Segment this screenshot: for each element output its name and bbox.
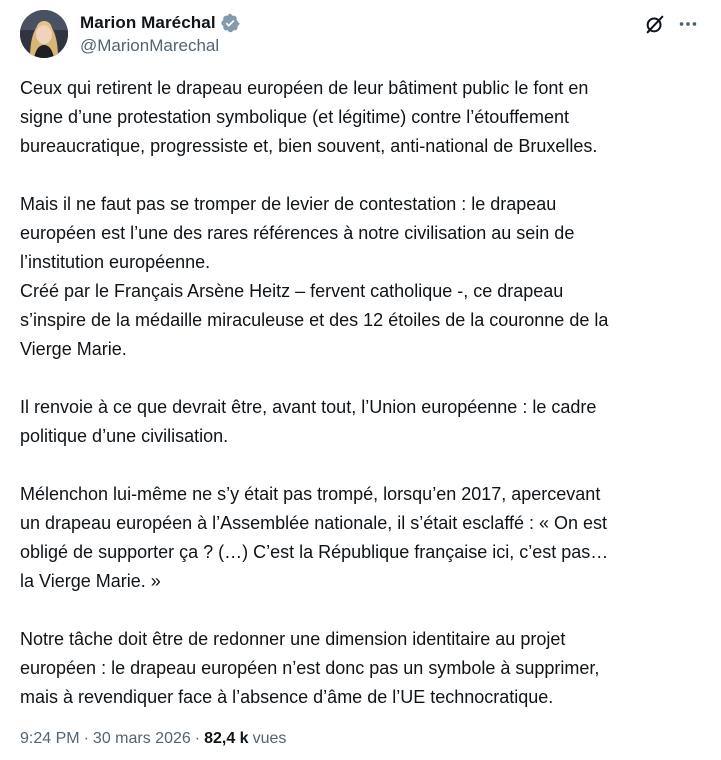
tweet-paragraph: Mélenchon lui-même ne s’y était pas trompé, lorsqu’en 2017, apercevant un drapeau européen à l’Assemblée nationale, il s’était esclaffé : « On est obligé de supporter ça ? (…) C’est la République française ici, c’est pas… la Vierge Marie. »: [20, 484, 609, 591]
avatar-image: [20, 10, 68, 58]
author-handle[interactable]: @MarionMarechal: [80, 36, 220, 55]
more-options-button[interactable]: [676, 12, 700, 36]
verified-badge-icon[interactable]: [220, 13, 240, 33]
grok-icon: [644, 13, 666, 35]
author-block: [80, 11, 240, 56]
tweet-text: [20, 74, 710, 712]
tweet-paragraph: Mais il ne faut pas se tromper de levier de contestation : le drapeau européen est l’une des rares références à notre civilisation au sein de l’institution européenne. Créé par le Français Arsène Heitz – fervent catholique -, ce drapeau s’inspire de la médaille miraculeuse et des 12 étoiles de la couronne de la Vierge Marie.: [20, 194, 609, 359]
tweet-meta: [20, 730, 286, 748]
tweet-time[interactable]: 9:24 PM: [20, 730, 80, 747]
author-name[interactable]: Marion Maréchal: [80, 13, 216, 32]
meta-separator: ·: [83, 730, 89, 747]
more-icon: [677, 13, 699, 35]
avatar[interactable]: [20, 10, 68, 58]
tweet-paragraph: Notre tâche doit être de redonner une dimension identitaire au projet européen : le drapeau européen n’est donc pas un symbole à supprimer, mais à revendiquer face à l’absence d’âme de l’UE technocratique.: [20, 629, 600, 707]
tweet-date[interactable]: 30 mars 2026: [92, 730, 191, 747]
author-name-row: [80, 11, 240, 35]
meta-separator: ·: [194, 730, 201, 747]
grok-button[interactable]: [643, 12, 667, 36]
views-label: vues: [252, 730, 287, 747]
tweet-paragraph: Il renvoie à ce que devrait être, avant tout, l’Union européenne : le cadre politique d’une civilisation.: [20, 397, 597, 446]
views-count[interactable]: 82,4 k: [204, 730, 249, 747]
tweet-paragraph: Ceux qui retirent le drapeau européen de leur bâtiment public le font en signe d’une protestation symbolique (et légitime) contre l’étouffement bureaucratique, progressiste et, bien souvent, anti-national de Bruxelles.: [20, 78, 598, 156]
